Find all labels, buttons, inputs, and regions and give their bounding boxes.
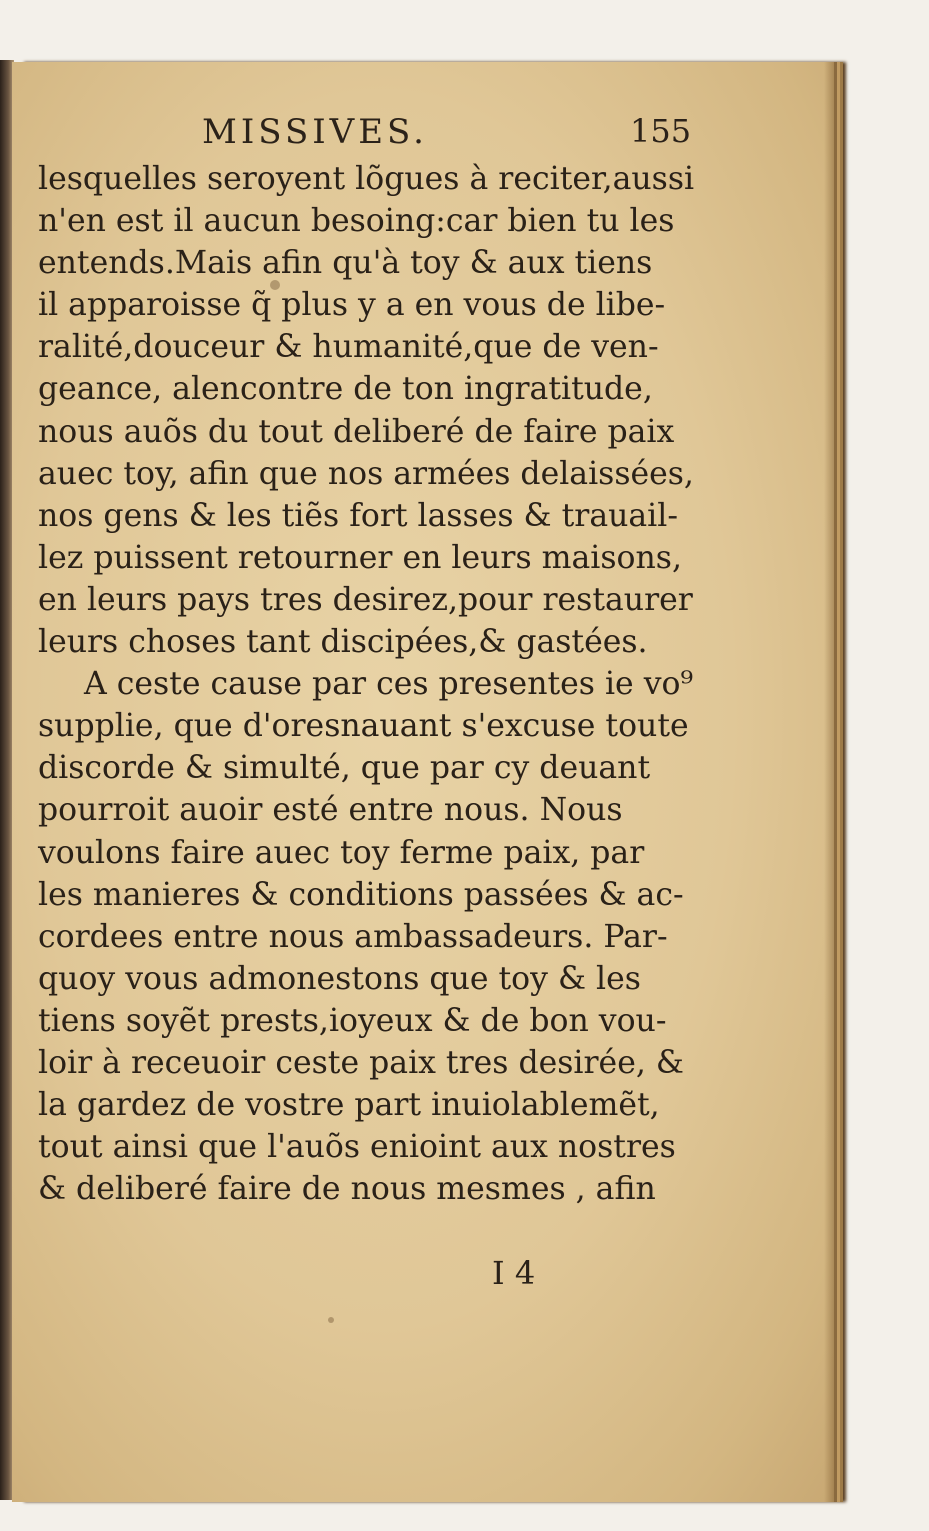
text-line: & deliberé faire de nous mesmes , afin	[38, 1171, 656, 1208]
text-line: lesquelles seroyent lõgues à reciter,aussi	[38, 161, 695, 197]
text-line: auec toy, afin que nos armées delaissées,	[38, 455, 694, 492]
page-edge	[824, 62, 834, 1502]
text-line: tout ainsi que l'auõs enioint aux nostres	[38, 1129, 676, 1166]
text-line: pourroit auoir esté entre nous. Nous	[38, 792, 623, 829]
running-title: MISSIVES.	[202, 112, 428, 152]
text-line: ralité,douceur & humanité,que de ven-	[38, 329, 659, 366]
text-line: lez puissent retourner en leurs maisons,	[38, 539, 682, 576]
text-line: leurs choses tant discipées,& gastées.	[38, 624, 648, 661]
ink-speck	[270, 280, 280, 290]
text-line: il apparoisse q̃ plus y a en vous de libe-	[38, 287, 666, 324]
text-line: nous auõs du tout deliberé de faire paix	[38, 413, 675, 450]
text-line: loir à receuoir ceste paix tres desirée, &	[38, 1044, 684, 1081]
text-line: la gardez de vostre part inuiolablemẽt,	[38, 1087, 660, 1124]
text-line: voulons faire auec toy ferme paix, par	[38, 834, 645, 871]
text-line: en leurs pays tres desirez,pour restaurer	[38, 581, 693, 618]
body-text	[38, 158, 718, 1210]
page-header	[12, 112, 834, 154]
ink-speck	[328, 1317, 334, 1323]
book-page	[12, 62, 834, 1502]
text-line: tiens soyẽt prests,ioyeux & de bon vou-	[38, 1002, 667, 1039]
text-line: nos gens & les tiẽs fort lasses & trauail-	[38, 497, 678, 534]
text-line: discorde & simulté, que par cy deuant	[38, 750, 651, 787]
text-line: A ceste cause par ces presentes ie vo⁹	[84, 666, 694, 703]
text-line: entends.Mais afin qu'à toy & aux tiens	[38, 245, 653, 282]
text-line: n'en est il aucun besoing:car bien tu les	[38, 203, 675, 240]
text-line: geance, alencontre de ton ingratitude,	[38, 371, 653, 408]
page-number: 155	[630, 112, 692, 150]
signature-mark: I 4	[492, 1254, 536, 1292]
text-line: les manieres & conditions passées & ac-	[38, 876, 684, 913]
text-line: supplie, que d'oresnauant s'excuse toute	[38, 708, 689, 745]
text-line: quoy vous admonestons que toy & les	[38, 960, 641, 997]
text-line: cordees entre nous ambassadeurs. Par-	[38, 918, 668, 955]
